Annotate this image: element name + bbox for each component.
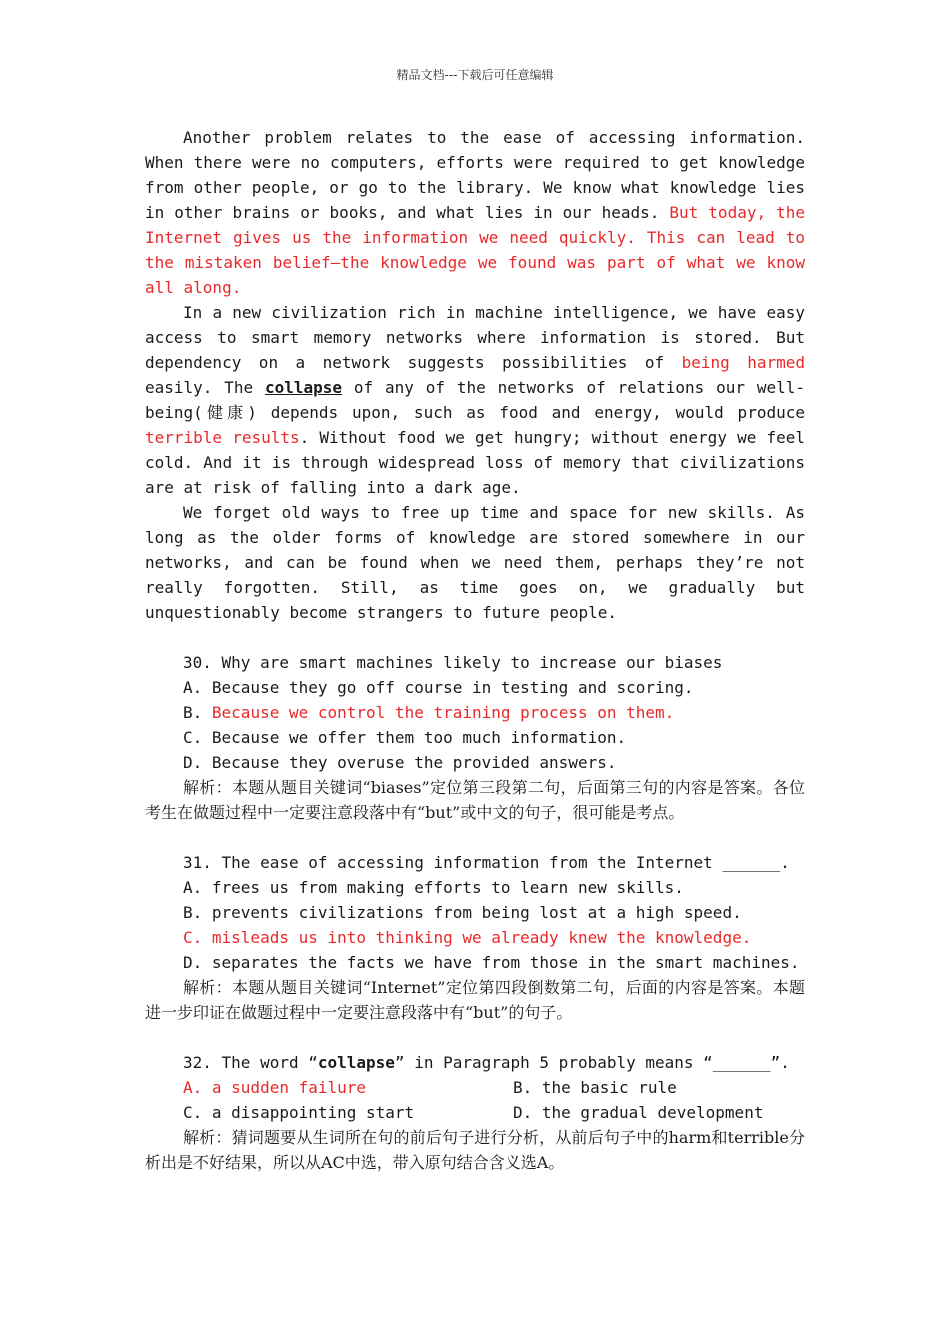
question-31-option-a: A. frees us from making efforts to learn new skills. (183, 878, 684, 897)
question-31 (145, 850, 805, 1025)
spacer (145, 1025, 805, 1050)
question-31-option-b: B. prevents civilizations from being lost at a high speed. (183, 903, 742, 922)
spacer (145, 825, 805, 850)
question-30-analysis: 解析：本题从题目关键词“biases”定位第三段第二句，后面第三句的内容是答案。各位考生在做题过程中一定要注意段落中有“but”或中文的句子，很可能是考点。 (145, 778, 805, 822)
question-32-answer: A. a sudden failure (183, 1078, 367, 1097)
question-30-option-c: C. Because we offer them too much information. (183, 728, 627, 747)
question-30-option-b (145, 700, 805, 725)
paragraph-2 (145, 300, 805, 500)
question-32-stem-b: ” in Paragraph 5 probably means “______”. (394, 1053, 790, 1072)
paragraph-2-part-d: . Without food we get hungry; without energy we feel cold. And it is through widespread loss of memory that civilizations are at risk of falling into a dark age. (145, 428, 806, 497)
question-32-analysis: 解析：猜词题要从生词所在句的前后句子进行分析，从前后句子中的harm和terrible分析出是不好结果，所以从AC中选，带入原句结合含义选A。 (145, 1128, 805, 1172)
highlight-being-harmed: being harmed (681, 353, 806, 372)
page-header: 精品文档---下载后可任意编辑 (396, 68, 554, 82)
question-32-option-d: D. the gradual development (513, 1103, 764, 1122)
paragraph-1-text: Another problem relates to the ease of accessing information. When there were no computers, efforts were required to get knowledge from other people, or go to the library. We know what knowledge lies in other brains or books, and what lies in our heads. (145, 128, 805, 222)
paragraph-2-part-c: of any of the networks of relations our well-being(健康) depends upon, such as food and energy, would produce (145, 378, 805, 422)
paragraph-2-part-b: easily. The (145, 378, 265, 397)
question-32-keyword: collapse (317, 1053, 395, 1072)
question-30-stem: 30. Why are smart machines likely to increase our biases (183, 653, 723, 672)
question-30-option-a: A. Because they go off course in testing and scoring. (183, 678, 694, 697)
question-32-options-row-2 (145, 1100, 805, 1125)
question-31-stem: 31. The ease of accessing information from the Internet ______. (183, 853, 790, 872)
paragraph-2-part-a: In a new civilization rich in machine intelligence, we have easy access to smart memory networks where information is stored. But dependency on a network suggests possibilities of (145, 303, 805, 372)
paragraph-1-highlight: But today, the Internet gives us the information we need quickly. This can lead to the mistaken belief—the knowledge we found was part of what we know all along. (145, 203, 806, 297)
question-30-option-d: D. Because they overuse the provided answers. (183, 753, 617, 772)
option-b-prefix: B. (183, 703, 212, 722)
question-32 (145, 1050, 805, 1175)
document-body (145, 125, 805, 1175)
paragraph-3: We forget old ways to free up time and space for new skills. As long as the older forms of knowledge are stored somewhere in our networks, and can be found when we need them, perhaps they’re not really forgotten. Still, as time goes on, we gradually but unquestionably become strangers to future people. (145, 503, 805, 622)
question-31-answer: C. misleads us into thinking we already knew the knowledge. (183, 928, 752, 947)
question-31-option-d: D. separates the facts we have from those in the smart machines. (183, 953, 800, 972)
question-32-option-b: B. the basic rule (513, 1078, 677, 1097)
paragraph-1 (145, 125, 805, 300)
spacer (145, 625, 805, 650)
highlight-terrible-results: terrible results (145, 428, 300, 447)
question-30-answer: Because we control the training process on them. (211, 703, 675, 722)
question-32-stem (145, 1050, 805, 1075)
question-32-stem-a: 32. The word “ (183, 1053, 318, 1072)
question-30 (145, 650, 805, 825)
question-32-option-c: C. a disappointing start (183, 1103, 415, 1122)
keyword-collapse: collapse (265, 378, 343, 397)
question-31-analysis: 解析：本题从题目关键词“Internet”定位第四段倒数第二句，后面的内容是答案。本题进一步印证在做题过程中一定要注意段落中有“but”的句子。 (145, 978, 805, 1022)
question-32-options-row-1 (145, 1075, 805, 1100)
